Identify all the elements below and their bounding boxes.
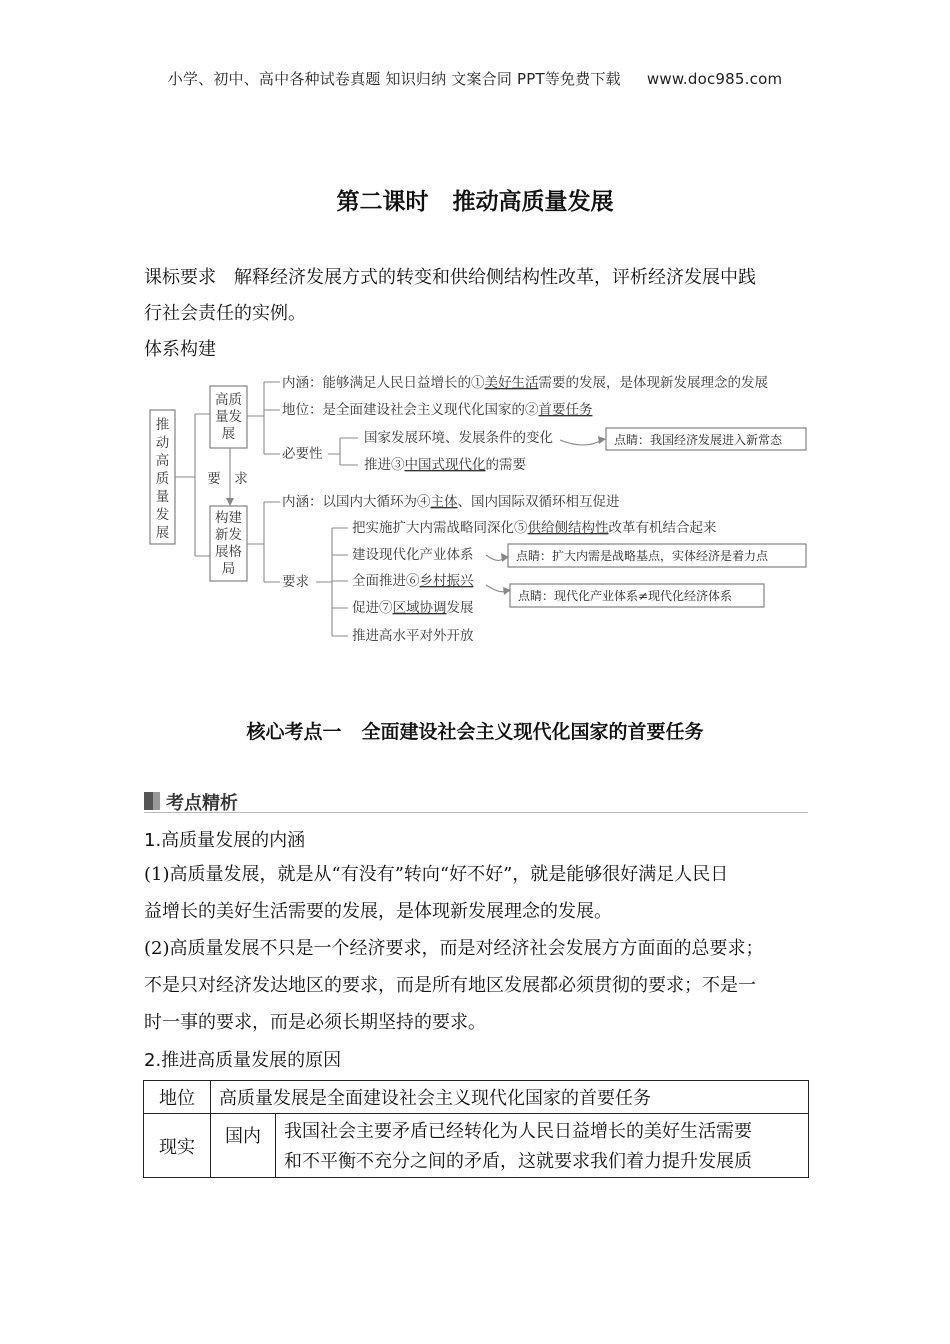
row-text-domestic xyxy=(276,1114,809,1178)
link-label: 求 xyxy=(234,471,248,487)
banner-url[interactable]: www.doc985.com xyxy=(646,70,783,88)
requirement-arrowhead xyxy=(226,498,234,506)
n2-requirement: 要求 xyxy=(282,574,309,590)
title-lesson: 第二课时 xyxy=(336,189,429,215)
node2-line: 新发 xyxy=(215,527,242,543)
note2-arrow xyxy=(486,555,504,560)
note2-text: 点睛：扩大内需是战略基点，实体经济是着力点 xyxy=(516,549,769,563)
section-underline xyxy=(144,789,808,813)
node2-connector xyxy=(247,502,280,582)
curriculum-requirement xyxy=(144,260,809,332)
curriculum-line-2: 行社会责任的实例。 xyxy=(144,303,306,324)
root-char: 高 xyxy=(155,453,170,469)
necessity-connector xyxy=(328,438,358,465)
system-label: 体系构建 xyxy=(144,339,216,360)
root-char: 量 xyxy=(155,489,170,505)
point1-line: (1)高质量发展，就是从“有没有”转向“好不好”，就是能够很好满足人民日 xyxy=(144,864,729,885)
curriculum-line-1: 解释经济发展方式的转变和供给侧结构性改革，评析经济发展中践 xyxy=(234,267,756,288)
requirement-connector xyxy=(316,528,348,636)
point1-line: 不是只对经济发达地区的要求，而是所有地区发展都必须贯彻的要求；不是一 xyxy=(144,975,756,996)
n2-req-4: 促进⑦区域协调发展 xyxy=(352,600,474,616)
root-char: 动 xyxy=(155,435,170,451)
node1-line: 量发 xyxy=(215,409,242,425)
point1-body xyxy=(144,856,809,1041)
banner-text: 小学、初中、高中各种试卷真题 知识归纳 文案合同 PPT等免费下载 xyxy=(167,70,621,88)
point1-line: (2)高质量发展不只是一个经济要求，而是对经济社会发展方方面面的总要求； xyxy=(144,938,764,959)
core-point-heading xyxy=(0,717,950,744)
row-label-reality: 现实 xyxy=(144,1114,211,1178)
n1-status: 地位：是全面建设社会主义现代化国家的②首要任务 xyxy=(282,402,593,418)
row-sub-domestic: 国内 xyxy=(211,1114,276,1178)
section-marker-icon xyxy=(144,792,160,810)
n1-meaning: 内涵：能够满足人民日益增长的①美好生活需要的发展，是体现新发展理念的发展 xyxy=(282,375,768,391)
note3-text: 点睛：现代化产业体系≠现代化经济体系 xyxy=(518,589,733,603)
n2-req-3: 全面推进⑥乡村振兴 xyxy=(352,573,474,589)
n2-req-5: 推进高水平对外开放 xyxy=(352,628,474,644)
note1-text: 点睛：我国经济发展进入新常态 xyxy=(614,433,783,447)
root-char: 推 xyxy=(155,417,170,433)
concept-map xyxy=(140,368,820,658)
page-title xyxy=(0,183,950,216)
note1-arrowhead xyxy=(598,436,606,444)
title-topic: 推动高质量发展 xyxy=(452,189,614,215)
core-point-text: 全面建设社会主义现代化国家的首要任务 xyxy=(361,721,704,743)
section-tag-label: 考点精析 xyxy=(166,793,238,814)
root-char: 发 xyxy=(155,507,170,523)
curriculum-label: 课标要求 xyxy=(144,267,216,288)
note3-arrow xyxy=(486,585,506,592)
point1-line: 益增长的美好生活需要的发展，是体现新发展理念的发展。 xyxy=(144,901,612,922)
n2-req-2: 建设现代化产业体系 xyxy=(352,547,474,563)
root-char: 质 xyxy=(155,471,170,487)
table-row xyxy=(144,1081,809,1114)
core-point-label: 核心考点一 xyxy=(246,721,342,743)
link-label: 要 xyxy=(207,471,221,487)
node2-line: 构建 xyxy=(215,510,242,526)
reason-table xyxy=(143,1080,809,1178)
n1-necessity-b: 推进③中国式现代化的需要 xyxy=(364,457,526,473)
row-text-line: 和不平衡不充分之间的矛盾，这就要求我们着力提升发展质 xyxy=(284,1150,752,1172)
table-row xyxy=(144,1114,809,1178)
node1-line: 高质 xyxy=(215,392,242,408)
row-text-line: 我国社会主要矛盾已经转化为人民日益增长的美好生活需要 xyxy=(284,1120,752,1142)
node2-line: 局 xyxy=(221,561,236,577)
node1-line: 展 xyxy=(221,426,236,442)
n2-meaning: 内涵：以国内大循环为④主体、国内国际双循环相互促进 xyxy=(282,494,620,510)
point1-heading: 1.高质量发展的内涵 xyxy=(144,830,306,851)
n1-necessity-a: 国家发展环境、发展条件的变化 xyxy=(364,430,553,446)
node2-line: 展格 xyxy=(215,544,242,560)
point1-line: 时一事的要求，而是必须长期坚持的要求。 xyxy=(144,1012,486,1033)
root-char: 展 xyxy=(155,525,170,541)
root-connector xyxy=(175,414,210,556)
n1-necessity: 必要性 xyxy=(282,446,323,462)
row-label-status: 地位 xyxy=(144,1081,211,1114)
node1-connector xyxy=(247,382,280,454)
note1-arrow xyxy=(560,440,602,445)
section-tag xyxy=(144,789,808,813)
site-banner xyxy=(0,68,950,89)
row-text-status: 高质量发展是全面建设社会主义现代化国家的首要任务 xyxy=(211,1081,809,1114)
point2-heading: 2.推进高质量发展的原因 xyxy=(144,1050,342,1071)
n2-req-1: 把实施扩大内需战略同深化⑤供给侧结构性改革有机结合起来 xyxy=(352,520,717,536)
